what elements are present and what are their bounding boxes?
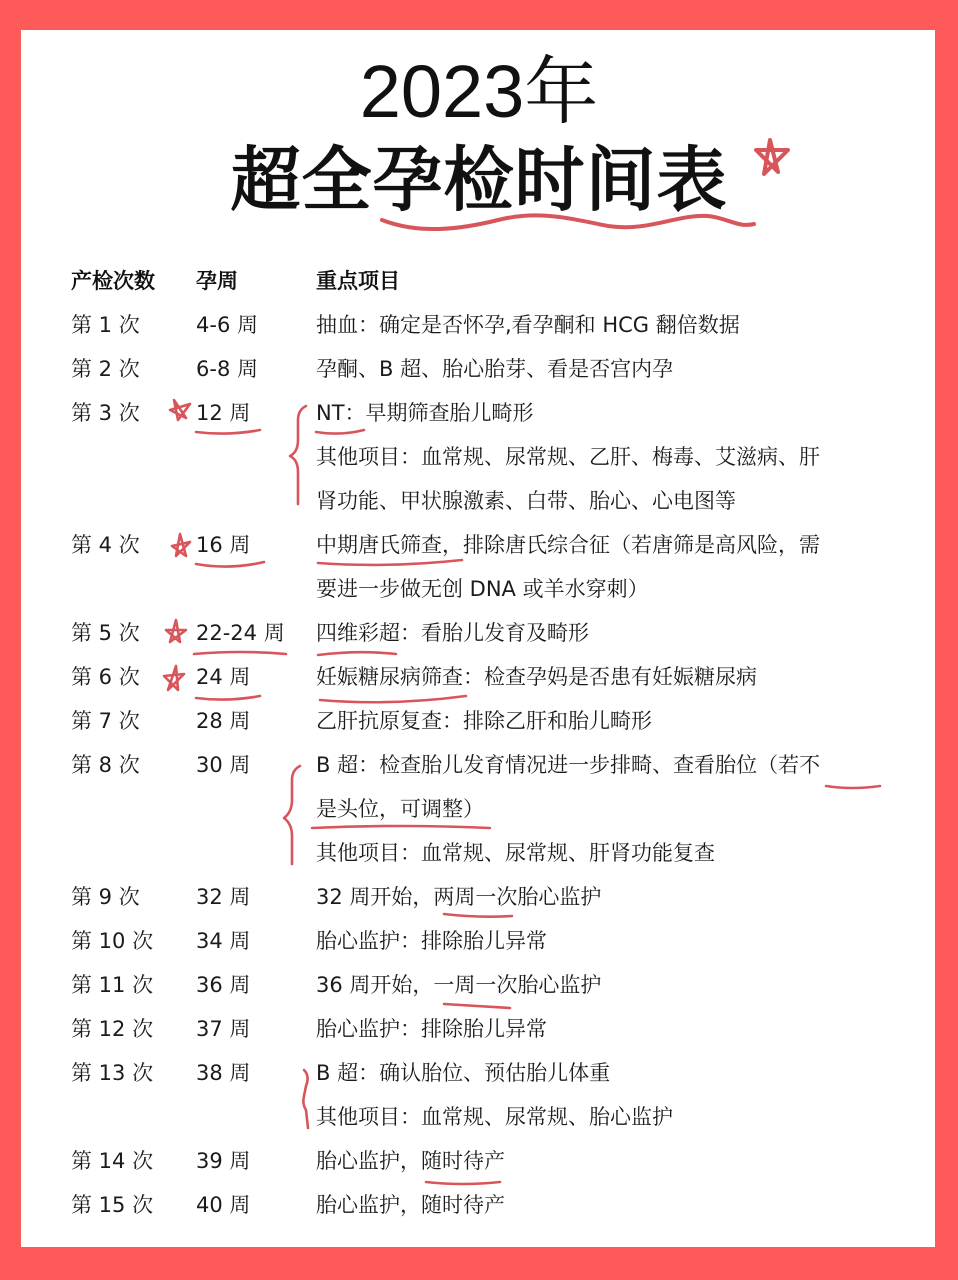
week-label: 12 周 [196, 401, 251, 425]
visit-label: 第 1 次 [71, 313, 140, 337]
visit-label: 第 7 次 [71, 709, 140, 733]
visit-label: 第 4 次 [71, 533, 140, 557]
week-label: 6-8 周 [196, 357, 258, 381]
visit-label: 第 6 次 [71, 665, 140, 689]
item-text: 胎心监护：排除胎儿异常 [316, 929, 547, 953]
visit-label: 第 14 次 [71, 1149, 154, 1173]
item-text: 32 周开始，两周一次胎心监护 [316, 885, 602, 909]
item-text: B 超：确认胎位、预估胎儿体重 [316, 1061, 611, 1085]
visit-label: 第 3 次 [71, 401, 140, 425]
week-label: 36 周 [196, 973, 251, 997]
week-label: 39 周 [196, 1149, 251, 1173]
item-text: 其他项目：血常规、尿常规、肝肾功能复查 [316, 841, 715, 865]
brace-group-3 [290, 406, 306, 504]
item-text: 其他项目：血常规、尿常规、乙肝、梅毒、艾滋病、肝 [316, 445, 820, 469]
visit-label: 第 9 次 [71, 885, 140, 909]
week-label: 40 周 [196, 1193, 251, 1217]
item-text: 其他项目：血常规、尿常规、胎心监护 [316, 1105, 673, 1129]
visit-label: 第 11 次 [71, 973, 154, 997]
item-text: 妊娠糖尿病筛查：检查孕妈是否患有妊娠糖尿病 [316, 665, 757, 689]
visit-label: 第 2 次 [71, 357, 140, 381]
visit-label: 第 10 次 [71, 929, 154, 953]
week-label: 22-24 周 [196, 621, 285, 645]
brace-group-8 [284, 766, 300, 864]
item-text: 肾功能、甲状腺激素、白带、胎心、心电图等 [316, 489, 736, 513]
brace-group-13 [303, 1070, 308, 1128]
header-week: 孕周 [196, 269, 238, 293]
week-label: 24 周 [196, 665, 251, 689]
item-text: 36 周开始，一周一次胎心监护 [316, 973, 602, 997]
week-label: 16 周 [196, 533, 251, 557]
week-label: 34 周 [196, 929, 251, 953]
item-text: 胎心监护，随时待产 [316, 1193, 505, 1217]
item-text: B 超：检查胎儿发育情况进一步排畸、查看胎位（若不 [316, 753, 821, 777]
star-doodle-icon [166, 620, 186, 642]
star-doodle-icon [170, 400, 190, 420]
visit-label: 第 13 次 [71, 1061, 154, 1085]
week-label: 32 周 [196, 885, 251, 909]
visit-label: 第 8 次 [71, 753, 140, 777]
week-label: 30 周 [196, 753, 251, 777]
item-text: 抽血：确定是否怀孕,看孕酮和 HCG 翻倍数据 [316, 313, 740, 337]
week-label: 38 周 [196, 1061, 251, 1085]
visit-label: 第 15 次 [71, 1193, 154, 1217]
item-text: NT：早期筛查胎儿畸形 [316, 401, 534, 425]
item-text: 中期唐氏筛查，排除唐氏综合征（若唐筛是高风险，需 [316, 533, 820, 557]
item-text: 是头位，可调整） [316, 797, 484, 821]
star-doodle-icon [172, 534, 190, 556]
star-doodle-icon [164, 666, 184, 690]
item-text: 四维彩超：看胎儿发育及畸形 [316, 621, 589, 645]
visit-label: 第 5 次 [71, 621, 140, 645]
item-text: 孕酮、B 超、胎心胎芽、看是否宫内孕 [316, 357, 674, 381]
page-title: 超全孕检时间表 [230, 139, 728, 221]
week-label: 28 周 [196, 709, 251, 733]
item-text: 要进一步做无创 DNA 或羊水穿刺） [316, 577, 649, 601]
title-year: 2023年 [359, 50, 599, 133]
item-text: 胎心监护：排除胎儿异常 [316, 1017, 547, 1041]
visit-label: 第 12 次 [71, 1017, 154, 1041]
week-label: 37 周 [196, 1017, 251, 1041]
week-label: 4-6 周 [196, 313, 258, 337]
item-text: 乙肝抗原复查：排除乙肝和胎儿畸形 [316, 709, 652, 733]
header-visit-count: 产检次数 [71, 269, 155, 293]
header-key-items: 重点项目 [316, 269, 400, 293]
item-text: 胎心监护，随时待产 [316, 1149, 505, 1173]
